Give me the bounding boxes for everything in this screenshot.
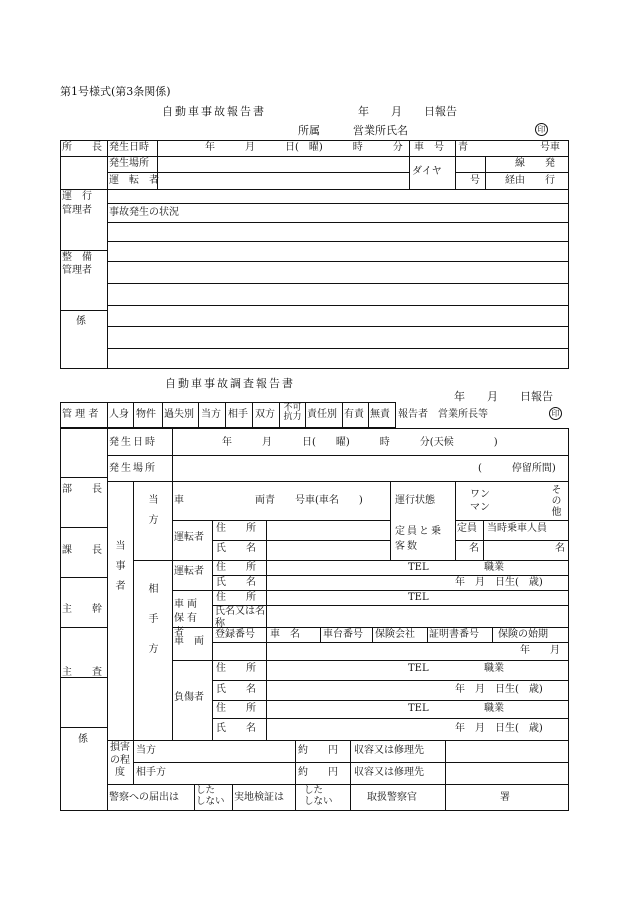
injured1-birth-label: 年 月 日生( 歳) — [455, 684, 543, 695]
owner-tel-label: TEL — [408, 592, 429, 603]
onsite-inspection-label: 実地検証は — [234, 792, 284, 803]
via-label: 経由 行 — [505, 175, 555, 186]
reporter-label: 報告者 営業所長等 — [398, 409, 488, 420]
side-label-dept-head: 部 長 — [62, 484, 102, 495]
passengers: 当時乗車人員 — [487, 523, 547, 534]
other-mode-label: その他 — [549, 484, 560, 517]
operation-label: 運行状態 — [395, 495, 435, 506]
police-officer-label: 取扱警察官 — [367, 792, 417, 803]
damage-other-storage: 収容又は修理先 — [354, 767, 424, 778]
vehicle-suffix: 号車 — [540, 142, 560, 153]
passenger-unit: 名 — [555, 543, 565, 554]
survey-title: 自動車事故調査報告書 — [165, 377, 295, 390]
insurer-label: 保険会社 — [375, 629, 415, 640]
vehicle-label: 車 — [174, 495, 184, 506]
injured-label: 負傷者 — [174, 692, 204, 703]
other-name-label: 氏 名 — [216, 577, 256, 588]
report-title: 自動車事故報告書 — [162, 105, 266, 118]
own-address-label: 住 所 — [216, 523, 256, 534]
injured2-address-label: 住 所 — [216, 703, 256, 714]
reg-no-label: 登録番号 — [215, 629, 255, 640]
vehicle-no-label: 車 号 — [414, 142, 444, 153]
capacity-unit: 名 — [469, 543, 479, 554]
damage-other-label: 相手方 — [136, 767, 166, 778]
side-label-operation: 運 行 — [62, 191, 92, 202]
occ-date-fields: 年 月 日( 曜) 時 分(天候 ) — [222, 437, 498, 448]
vehicle-owner-label: 車両保有者 — [174, 599, 200, 638]
injured1-tel-label: TEL — [408, 663, 429, 674]
side-label-inspector: 主 査 — [62, 667, 102, 678]
situation-label: 事故発生の状況 — [109, 207, 179, 218]
category-property: 物件 — [136, 409, 156, 420]
owner-address-label: 住 所 — [216, 592, 256, 603]
vehicle-body: 両青 号車(車名 ) — [255, 495, 363, 506]
stop-label: ( 停留所間) — [478, 463, 556, 474]
damage-label: 損害の程度 — [110, 742, 130, 778]
own-name-label: 氏 名 — [216, 543, 256, 554]
affiliation: 所属 営業所氏名 — [298, 124, 408, 137]
side-label-maintenance: 整 備 — [62, 252, 92, 263]
vehicle2-label: 車 両 — [174, 636, 204, 647]
injured1-occupation-label: 職業 — [484, 663, 504, 674]
category-liable: 有責 — [344, 409, 364, 420]
insurance-start-label: 保険の始期 — [498, 629, 548, 640]
side-label-operation-manager: 管理者 — [62, 205, 92, 216]
damage-own-approx: 約 円 — [298, 745, 338, 756]
manager-label: 管 理 者 — [62, 409, 99, 420]
other-birth-label: 年 月 日生( 歳) — [455, 577, 543, 588]
survey-date: 年 月 日報告 — [454, 390, 553, 403]
onsite-inspection-choice: した しない — [304, 785, 333, 808]
party-label: 当事者 — [113, 540, 124, 600]
occurrence-date-label: 発生日時 — [109, 142, 149, 153]
own-driver-label: 運転者 — [174, 532, 204, 543]
damage-own-storage: 収容又は修理先 — [354, 745, 424, 756]
driver-label: 運 転 者 — [109, 175, 159, 186]
own-side-label: 当方 — [146, 494, 157, 534]
owner-name-label: 氏名又は名称 — [215, 606, 265, 629]
category-both: 双方 — [255, 409, 275, 420]
police-station-label: 署 — [500, 792, 510, 803]
category-other: 相手 — [228, 409, 248, 420]
man-label: マン — [470, 502, 490, 513]
car-name-label: 車 名 — [270, 629, 300, 640]
police-report-choice: した しない — [196, 785, 225, 808]
damage-other-approx: 約 円 — [298, 767, 338, 778]
other-driver-label: 運転者 — [174, 566, 204, 577]
other-address-label: 住 所 — [216, 562, 256, 573]
injured2-birth-label: 年 月 日生( 歳) — [455, 723, 543, 734]
side-label-staff-2: 係 — [78, 734, 88, 745]
other-side-label: 相手方 — [146, 583, 157, 673]
capacity-label: 定員と乗客数 — [395, 526, 443, 552]
seal-icon-2: 印 — [549, 407, 562, 420]
line-label: 線 発 — [515, 158, 555, 169]
report-date: 年 月 日報告 — [358, 105, 457, 118]
form-id: 第1号様式(第3条関係) — [60, 85, 171, 98]
side-label-chief: 主 幹 — [62, 604, 102, 615]
category-force-majeure: 不可抗力 — [283, 403, 302, 423]
cert-no-label: 証明書番号 — [429, 629, 479, 640]
category-injury: 人身 — [109, 409, 129, 420]
insurance-ym: 年 月 — [520, 645, 560, 656]
chassis-no-label: 車台番号 — [323, 629, 363, 640]
injured1-name-label: 氏 名 — [216, 684, 256, 695]
blue-label: 青 — [458, 142, 468, 153]
category-fault: 過失別 — [164, 409, 194, 420]
side-label-staff: 係 — [76, 316, 86, 327]
injured2-name-label: 氏 名 — [216, 723, 256, 734]
oneman-label: ワン — [470, 489, 490, 500]
side-label-director: 所 長 — [62, 142, 102, 153]
seal-icon: 印 — [535, 123, 548, 136]
diamond-label: ダイヤ — [412, 166, 442, 177]
side-label-maintenance-manager: 管理者 — [62, 265, 92, 276]
damage-own-label: 当方 — [136, 745, 156, 756]
number-label: 号 — [470, 175, 480, 186]
other-occupation-label: 職業 — [484, 562, 504, 573]
category-own: 当方 — [201, 409, 221, 420]
side-label-section-head: 課 長 — [62, 545, 102, 556]
occ-date-label: 発生日時 — [109, 437, 157, 448]
injured2-occupation-label: 職業 — [484, 703, 504, 714]
injured1-address-label: 住 所 — [216, 663, 256, 674]
occ-place-label: 発生場所 — [109, 463, 157, 474]
capacity: 定員 — [457, 523, 477, 534]
occurrence-place-label: 発生場所 — [109, 158, 149, 169]
injured2-tel-label: TEL — [408, 703, 429, 714]
other-tel-label: TEL — [408, 562, 429, 573]
occurrence-date-fields: 年 月 日( 曜) 時 分 — [205, 142, 403, 153]
category-not-liable: 無責 — [370, 409, 390, 420]
category-responsibility: 責任別 — [307, 409, 337, 420]
police-report-label: 警察への届出は — [109, 792, 179, 803]
